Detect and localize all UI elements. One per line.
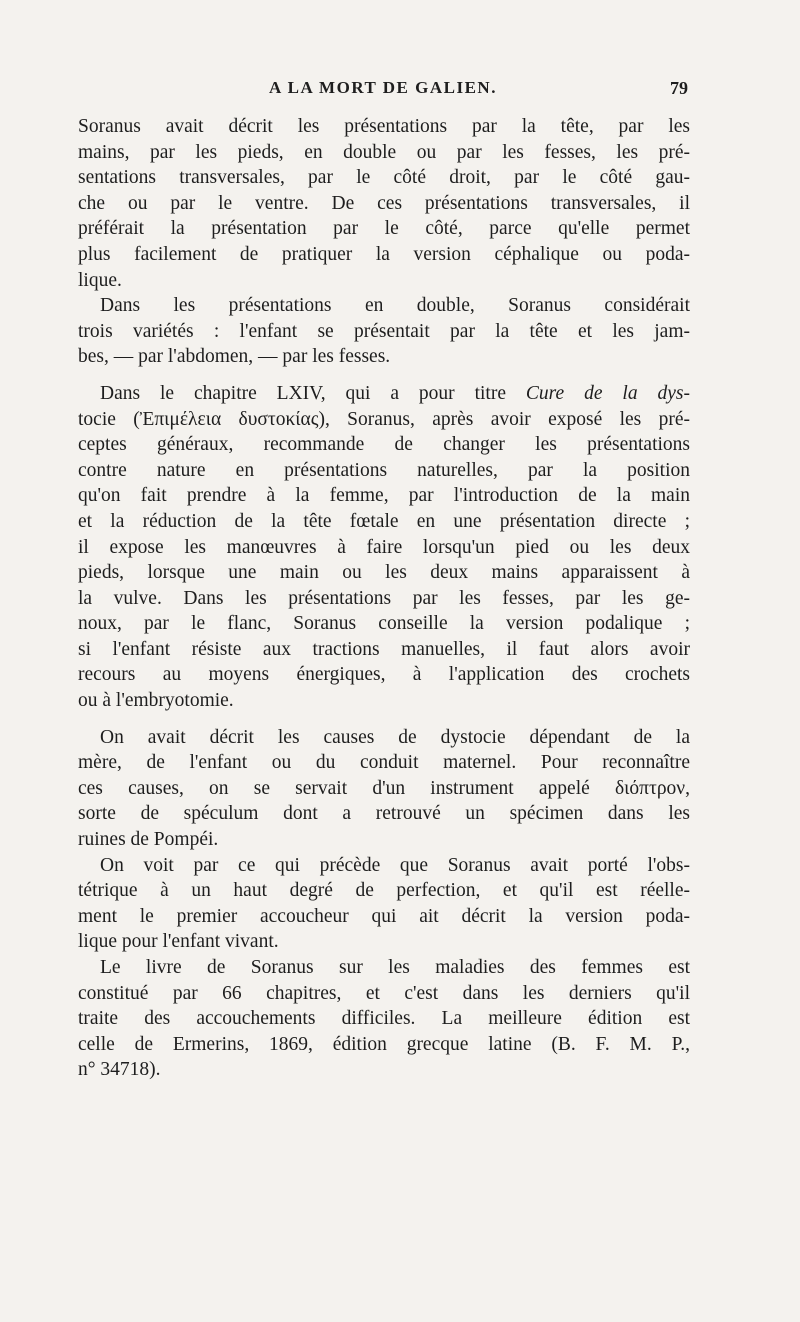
paragraph	[78, 853, 690, 955]
text-line: contre nature en présentations naturelles, par la position	[78, 459, 690, 481]
text-line: lique pour l'enfant vivant.	[78, 931, 279, 953]
text-line: tétrique à un haut degré de perfection, et qu'il est réelle-	[78, 880, 690, 902]
text-line: Dans les présentations en double, Soranus considérait	[100, 295, 690, 317]
text-line: ruines de Pompéi.	[78, 829, 219, 851]
page-number: 79	[670, 78, 688, 98]
text-line: tocie (Ἐπιμέλεια δυστοκίας), Soranus, après avoir exposé les pré-	[78, 408, 690, 430]
paragraph	[78, 114, 690, 293]
text-line: ces causes, on se servait d'un instrument appelé διόπτρον,	[78, 777, 690, 799]
text-line: plus facilement de pratiquer la version céphalique ou poda-	[78, 243, 690, 265]
text-line: Soranus avait décrit les présentations par la tête, par les	[78, 116, 690, 137]
text-line: traite des accouchements difficiles. La meilleure édition est	[78, 1008, 690, 1030]
text-line: si l'enfant résiste aux tractions manuelles, il faut alors avoir	[78, 638, 690, 660]
text-line: ment le premier accoucheur qui ait décrit la version poda-	[78, 905, 690, 927]
paragraph	[78, 293, 690, 370]
text-line: mère, de l'enfant ou du conduit maternel. Pour reconnaître	[78, 752, 690, 774]
text-line: recours au moyens énergiques, à l'application des crochets	[78, 664, 690, 686]
text-line: trois variétés : l'enfant se présentait par la tête et les jam-	[78, 320, 690, 342]
text-line: sorte de spéculum dont a retrouvé un spécimen dans les	[78, 803, 690, 825]
text-line: il expose les manœuvres à faire lorsqu'un pied ou les deux	[78, 536, 690, 558]
text-line: Le livre de Soranus sur les maladies des femmes est	[100, 957, 690, 978]
text-line: On avait décrit les causes de dystocie dépendant de la	[100, 726, 690, 748]
text-line: lique.	[78, 269, 122, 291]
paragraph	[78, 955, 690, 1083]
text-run: Dans le chapitre LXIV, qui a pour titre	[100, 382, 506, 404]
text-line: noux, par le flanc, Soranus conseille la version podalique ;	[78, 613, 690, 635]
running-title: A LA MORT DE GALIEN.	[269, 78, 497, 97]
text-line: On voit par ce qui précède que Soranus avait porté l'obs-	[100, 854, 690, 876]
text-line: sentations transversales, par le côté droit, par le côté gau-	[78, 167, 690, 189]
text-line: constitué par 66 chapitres, et c'est dans les derniers qu'il	[78, 982, 690, 1004]
text-line: bes, — par l'abdomen, — par les fesses.	[78, 346, 391, 368]
text-line: che ou par le ventre. De ces présentations transversales, il	[78, 192, 690, 214]
text-line: préférait la présentation par le côté, parce qu'elle permet	[78, 218, 690, 240]
text-line: ceptes généraux, recommande de changer les présentations	[78, 434, 690, 456]
page-header	[78, 78, 688, 102]
italic-title: Cure de la dys-	[525, 382, 691, 404]
text-line	[78, 381, 690, 407]
text-line: pieds, lorsque une main ou les deux mains apparaissent à	[78, 562, 690, 584]
text-line: et la réduction de la tête fœtale en une présentation directe ;	[78, 510, 690, 532]
text-line: qu'on fait prendre à la femme, par l'introduction de la main	[78, 485, 690, 507]
body-text	[78, 114, 690, 1083]
text-line: celle de Ermerins, 1869, édition grecque latine (B. F. M. P.,	[78, 1033, 690, 1055]
text-line: n° 34718).	[78, 1059, 161, 1081]
text-line: mains, par les pieds, en double ou par les fesses, les pré-	[78, 141, 690, 163]
text-line: la vulve. Dans les présentations par les fesses, par les ge-	[78, 587, 690, 609]
text-line: ou à l'embryotomie.	[78, 690, 234, 712]
paragraph	[78, 725, 690, 853]
paragraph	[78, 381, 690, 714]
